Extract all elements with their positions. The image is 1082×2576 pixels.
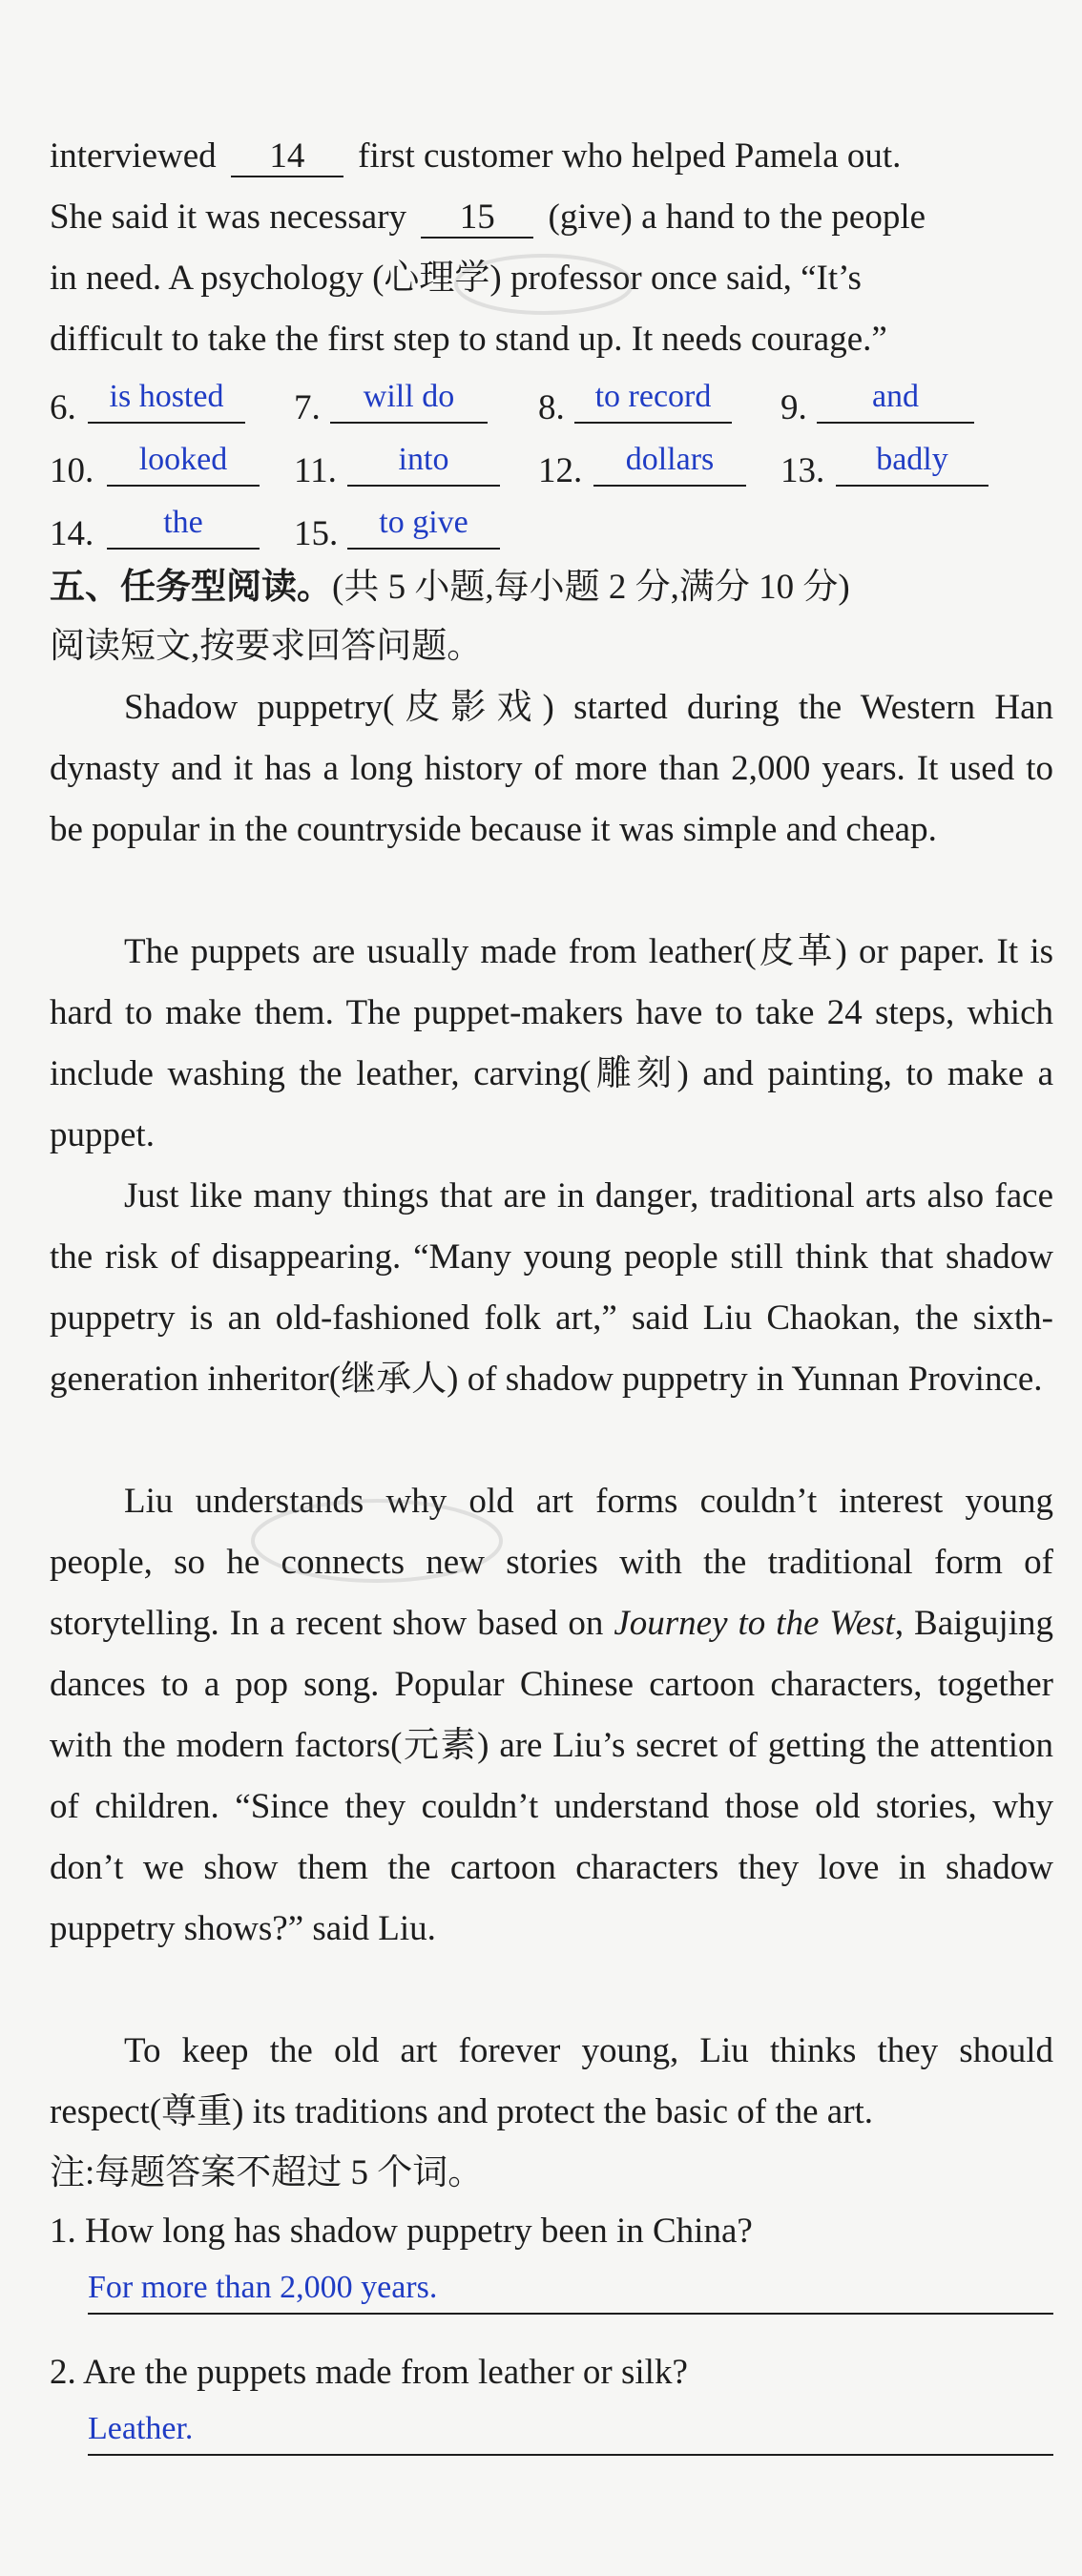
answer-6: 6. is hosted	[50, 370, 279, 431]
section-instruction: 阅读短文,按要求回答问题。	[50, 627, 483, 666]
watermark-middle	[243, 1488, 510, 1593]
answer-9: 9. and	[780, 370, 1009, 431]
answer-7: 7. will do	[294, 370, 523, 431]
paragraph-3: Just like many things that are in danger, traditional arts also face the risk of disappearing. “Many young people still think that shadow puppetry is an old-fashioned folk art,” said Liu Chaokan, the sixth-generation inheritor(继承人) of shadow puppetry in Yunnan Province.	[50, 1176, 1053, 1399]
answer-10: 10. looked	[50, 433, 279, 494]
answer-13: 13. badly	[780, 433, 1048, 494]
answer-8: 8. to record	[538, 370, 767, 431]
section-title: 五、任务型阅读。	[50, 568, 332, 607]
passage-line-1: interviewed 14 first customer who helped Pamela out.	[50, 136, 902, 176]
answer-11: 11. into	[294, 433, 523, 494]
answer-row-2	[50, 433, 1053, 494]
paragraph-4: Liu understands why old art forms couldn’t interest young people, so he connects new stories with the traditional form of storytelling. In a recent show based on Journey to the West, Baigujing dances to a pop song. Popular Chinese cartoon characters, together with the modern factors(元素) are Liu’s secret of getting the attention of children. “Since they couldn’t understand those old stories, why don’t we show them the cartoon characters they love in shadow puppetry shows?” said Liu.	[50, 1482, 1053, 1948]
paragraph-1: Shadow puppetry(皮影戏) started during the Western Han dynasty and it has a long history of more than 2,000 years. It used to be popular in the countryside because it was simple and cheap.	[50, 688, 1053, 849]
section-heading	[50, 557, 1053, 618]
note: 注:每题答案不超过 5 个词。	[50, 2153, 484, 2192]
answer-15: 15. to give	[294, 496, 542, 557]
blank-15: 15	[421, 198, 533, 239]
passage-line-4: difficult to take the first step to stand up. It needs courage.”	[50, 320, 887, 359]
passage-line-3: in need. A psychology (心理学) professor once said, “It’s	[50, 259, 862, 298]
answer-12: 12. dollars	[538, 433, 767, 494]
watermark-top	[448, 246, 639, 322]
question-2: 2. Are the puppets made from leather or silk?	[50, 2353, 688, 2392]
paragraph-2: The puppets are usually made from leather(皮革) or paper. It is hard to make them. The puppet-makers have to take 24 steps, which include washing the leather, carving(雕刻) and painting, to make a puppet.	[50, 932, 1053, 1154]
answer-14: 14. the	[50, 496, 279, 557]
answer-row-3	[50, 496, 1053, 557]
blank-14: 14	[231, 137, 343, 177]
answer-row-1	[50, 370, 1053, 431]
answer-field-1[interactable]: For more than 2,000 years.	[88, 2263, 1053, 2315]
question-1: 1. How long has shadow puppetry been in China?	[50, 2212, 753, 2251]
book-title: Journey to the West	[614, 1604, 895, 1643]
passage-line-2: She said it was necessary 15 (give) a hand to the people	[50, 197, 926, 237]
paragraph-5: To keep the old art forever young, Liu thinks they should respect(尊重) its traditions and protect the basic of the art.	[50, 2031, 1053, 2131]
section-score: (共 5 小题,每小题 2 分,满分 10 分)	[332, 568, 850, 607]
answer-field-2[interactable]: Leather.	[88, 2404, 1053, 2456]
